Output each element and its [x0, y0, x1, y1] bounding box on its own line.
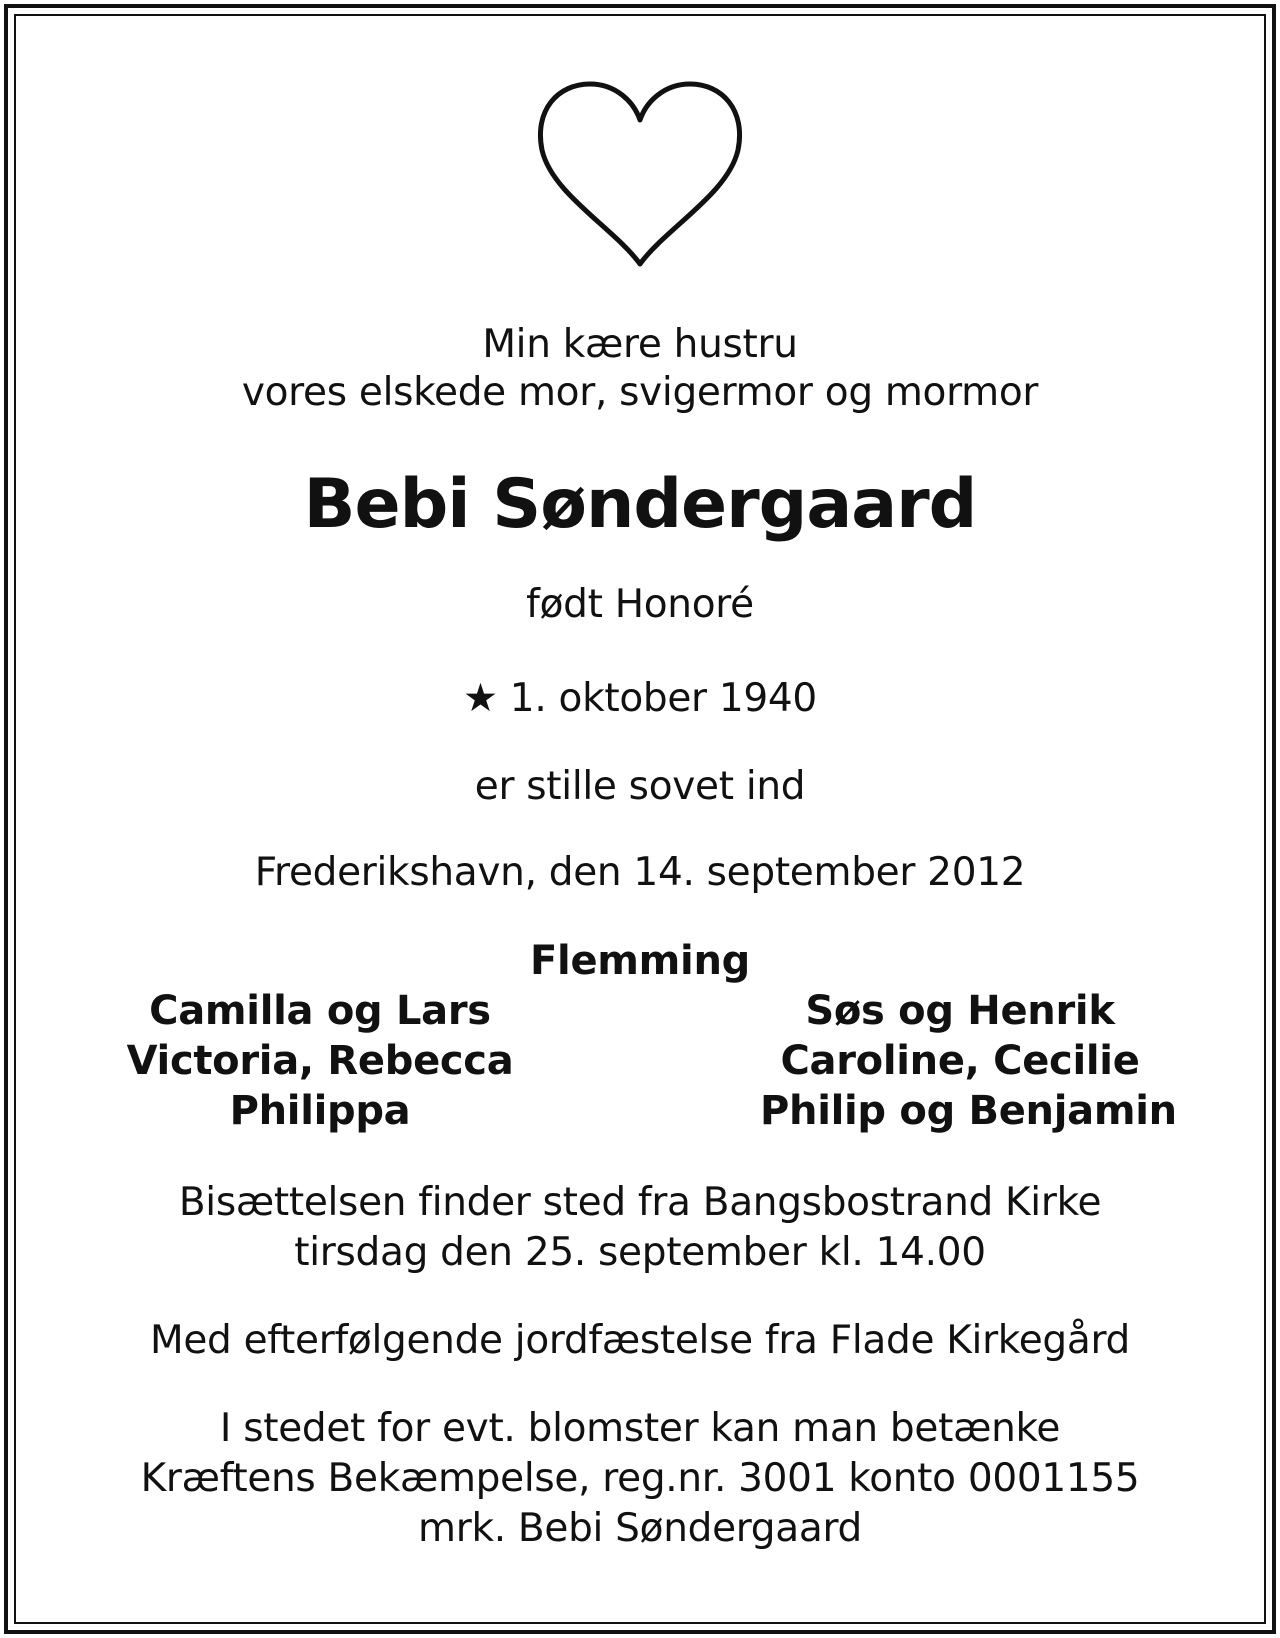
donation-line-3: mrk. Bebi Søndergaard [418, 1506, 862, 1551]
family-left-line-3: Philippa [229, 1088, 411, 1134]
family-left-line-1: Camilla og Lars [149, 988, 491, 1034]
deceased-name: Bebi Søndergaard [303, 465, 977, 544]
intro-line-2: vores elskede mor, svigermor og mormor [241, 370, 1039, 415]
funeral-line-1: Bisættelsen finder sted fra Bangsbostrand Kirke [178, 1180, 1102, 1225]
family-right-line-1: Søs og Henrik [805, 988, 1115, 1034]
family-center-name: Flemming [530, 938, 750, 984]
family-right-line-3: Philip og Benjamin [760, 1088, 1177, 1134]
donation-line-1: I stedet for evt. blomster kan man betænke [219, 1406, 1061, 1451]
burial-text: Med efterfølgende jordfæstelse fra Flade Kirkegård [150, 1318, 1130, 1363]
heart-icon [532, 78, 748, 268]
family-left-line-2: Victoria, Rebecca [126, 1038, 514, 1084]
family-right-line-2: Caroline, Cecilie [780, 1038, 1140, 1084]
birth-date: ★ 1. oktober 1940 [463, 676, 817, 721]
donation-line-2: Kræftens Bekæmpelse, reg.nr. 3001 konto 0001155 [140, 1456, 1140, 1501]
passing-text: er stille sovet ind [474, 764, 806, 809]
funeral-line-2: tirsdag den 25. september kl. 14.00 [294, 1230, 986, 1275]
intro-line-1: Min kære hustru [482, 322, 798, 367]
maiden-name: født Honoré [526, 582, 754, 627]
place-and-date: Frederikshavn, den 14. september 2012 [254, 850, 1026, 895]
